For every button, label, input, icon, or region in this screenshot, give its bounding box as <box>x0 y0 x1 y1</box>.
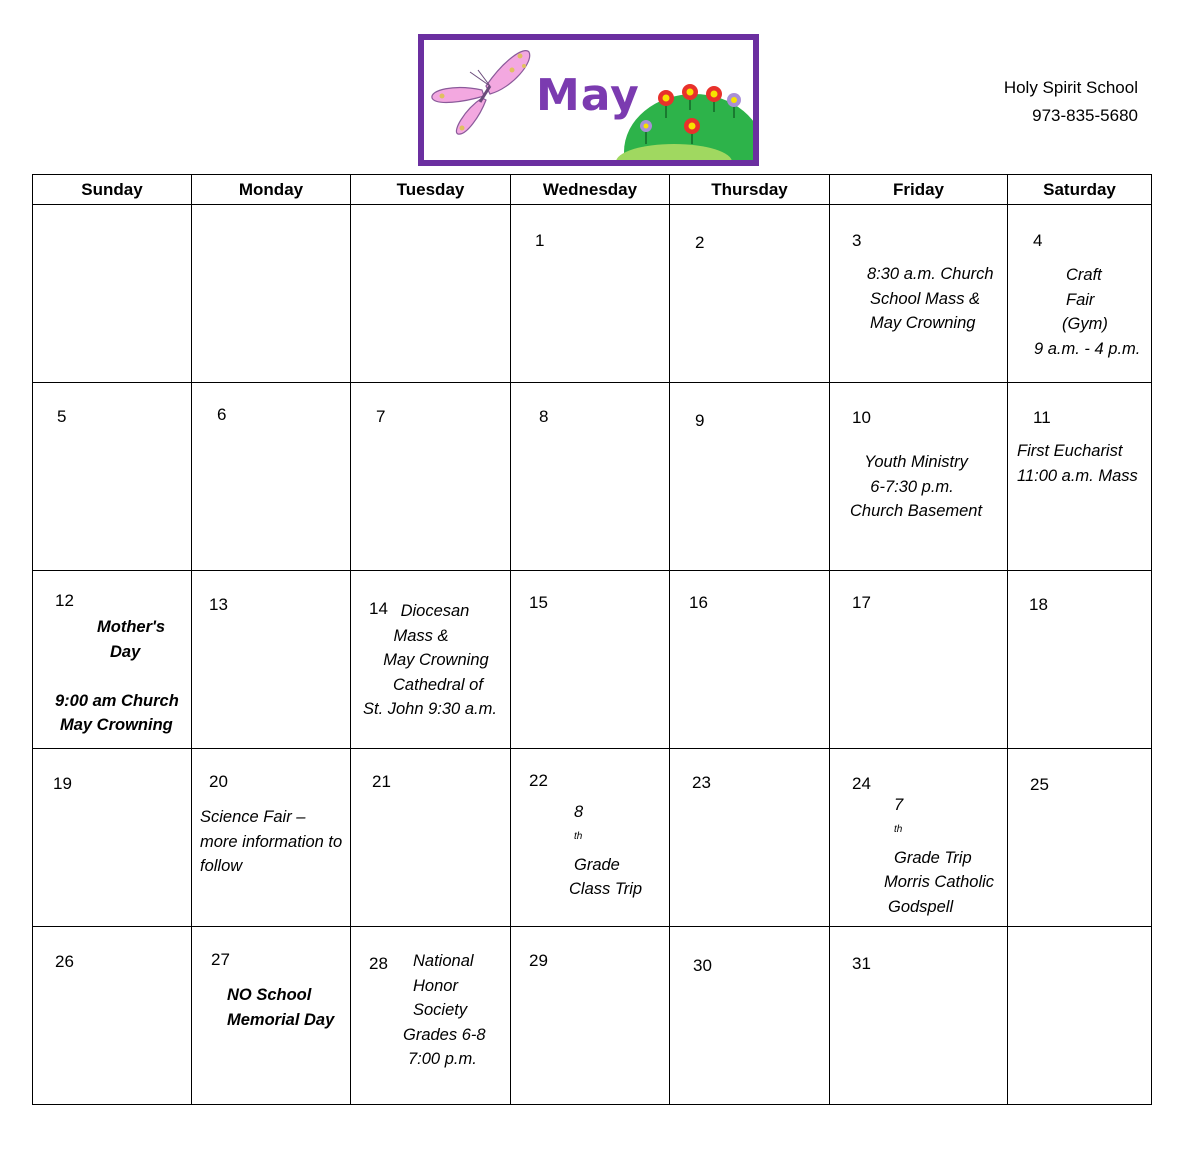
butterfly-icon <box>432 51 530 135</box>
event-mothers-day: Mother's Day 9:00 am Church May Crowning <box>55 618 179 734</box>
month-title: May <box>536 70 640 121</box>
day-number: 7 <box>376 407 386 426</box>
school-phone: 973-835-5680 <box>1032 106 1138 125</box>
event-first-eucharist: First Eucharist 11:00 a.m. Mass <box>1017 442 1138 485</box>
day-cell <box>511 383 670 571</box>
weekday-header-row <box>33 175 1152 205</box>
day-number: 9 <box>695 411 705 430</box>
day-number: 13 <box>209 595 228 614</box>
school-name: Holy Spirit School <box>1003 78 1138 97</box>
day-number: 21 <box>372 772 391 791</box>
day-number: 16 <box>689 593 708 612</box>
day-number: 5 <box>57 407 67 426</box>
weekday-header: Saturday <box>1008 175 1152 205</box>
day-number: 31 <box>852 954 871 973</box>
day-number: 12 <box>55 591 74 610</box>
day-number: 20 <box>209 772 228 791</box>
day-cell <box>1008 383 1152 571</box>
weekday-header: Friday <box>830 175 1008 205</box>
day-cell <box>351 749 511 927</box>
day-cell <box>511 749 670 927</box>
weekday-header: Wednesday <box>511 175 670 205</box>
day-cell <box>351 571 511 749</box>
weekday-header: Tuesday <box>351 175 511 205</box>
day-cell <box>1008 749 1152 927</box>
day-cell <box>33 383 192 571</box>
day-number: 26 <box>55 952 74 971</box>
event-8th-grade-trip: 8 $^{th}$ Grade Class Trip <box>569 803 643 898</box>
day-cell <box>192 927 351 1105</box>
school-info <box>1004 74 1138 130</box>
day-number: 19 <box>53 774 72 793</box>
day-number: 8 <box>539 407 549 426</box>
day-number: 30 <box>693 956 712 975</box>
event-may-crowning-mass: 8:30 a.m. Church School Mass & May Crowning <box>867 265 994 332</box>
event-7th-grade-trip: 7 $^{th}$ Grade Trip Morris Catholic Godspell <box>884 796 995 916</box>
empty-day-cell <box>351 205 511 383</box>
day-cell <box>511 205 670 383</box>
day-cell <box>33 749 192 927</box>
day-number: 28 <box>369 954 388 973</box>
event-craft-fair: Craft Fair (Gym) 9 a.m. - 4 p.m. <box>1034 266 1141 358</box>
day-cell <box>830 749 1008 927</box>
day-number: 27 <box>211 950 230 969</box>
day-number: 29 <box>529 951 548 970</box>
event-national-honor-society: National Honor Society Grades 6-8 7:00 p.m. <box>403 952 486 1068</box>
week-row <box>33 383 1152 571</box>
day-cell <box>351 383 511 571</box>
week-row <box>33 749 1152 927</box>
day-cell <box>670 927 830 1105</box>
day-number: 23 <box>692 773 711 792</box>
weekday-header: Thursday <box>670 175 830 205</box>
day-number: 17 <box>852 593 871 612</box>
day-number: 15 <box>529 593 548 612</box>
day-number: 6 <box>217 405 227 424</box>
day-number: 2 <box>695 233 705 252</box>
day-cell <box>192 749 351 927</box>
day-number: 18 <box>1029 595 1048 614</box>
day-cell <box>1008 205 1152 383</box>
day-cell <box>670 749 830 927</box>
empty-day-cell <box>33 205 192 383</box>
day-number: 4 <box>1033 231 1043 250</box>
day-number: 24 <box>852 774 871 793</box>
week-row <box>33 571 1152 749</box>
event-youth-ministry: Youth Ministry 6-7:30 p.m. Church Basement <box>850 453 983 520</box>
day-cell <box>192 383 351 571</box>
event-science-fair: Science Fair – more information to follow <box>200 808 343 875</box>
day-cell <box>670 205 830 383</box>
day-number: 14 <box>369 599 388 618</box>
week-row <box>33 205 1152 383</box>
day-number: 3 <box>852 231 862 250</box>
day-cell <box>192 571 351 749</box>
day-cell <box>830 383 1008 571</box>
calendar-grid <box>32 174 1152 1105</box>
day-number: 1 <box>535 231 545 250</box>
weekday-header: Sunday <box>33 175 192 205</box>
day-cell <box>33 571 192 749</box>
empty-day-cell <box>192 205 351 383</box>
day-cell <box>511 571 670 749</box>
empty-day-cell <box>1008 927 1152 1105</box>
day-cell <box>830 927 1008 1105</box>
day-cell <box>351 927 511 1105</box>
day-cell <box>1008 571 1152 749</box>
month-banner <box>418 34 759 166</box>
day-number: 25 <box>1030 775 1049 794</box>
day-cell <box>511 927 670 1105</box>
day-cell <box>830 571 1008 749</box>
weekday-header: Monday <box>192 175 351 205</box>
day-cell <box>830 205 1008 383</box>
day-cell <box>33 927 192 1105</box>
day-number: 22 <box>529 771 548 790</box>
day-number: 11 <box>1033 408 1051 427</box>
event-diocesan-mass: Diocesan Mass & May Crowning Cathedral of St. John 9:30 a.m. <box>363 602 497 718</box>
event-memorial-day: NO School Memorial Day <box>227 986 335 1029</box>
day-cell <box>670 383 830 571</box>
day-number: 10 <box>852 408 871 427</box>
week-row <box>33 927 1152 1105</box>
day-cell <box>670 571 830 749</box>
